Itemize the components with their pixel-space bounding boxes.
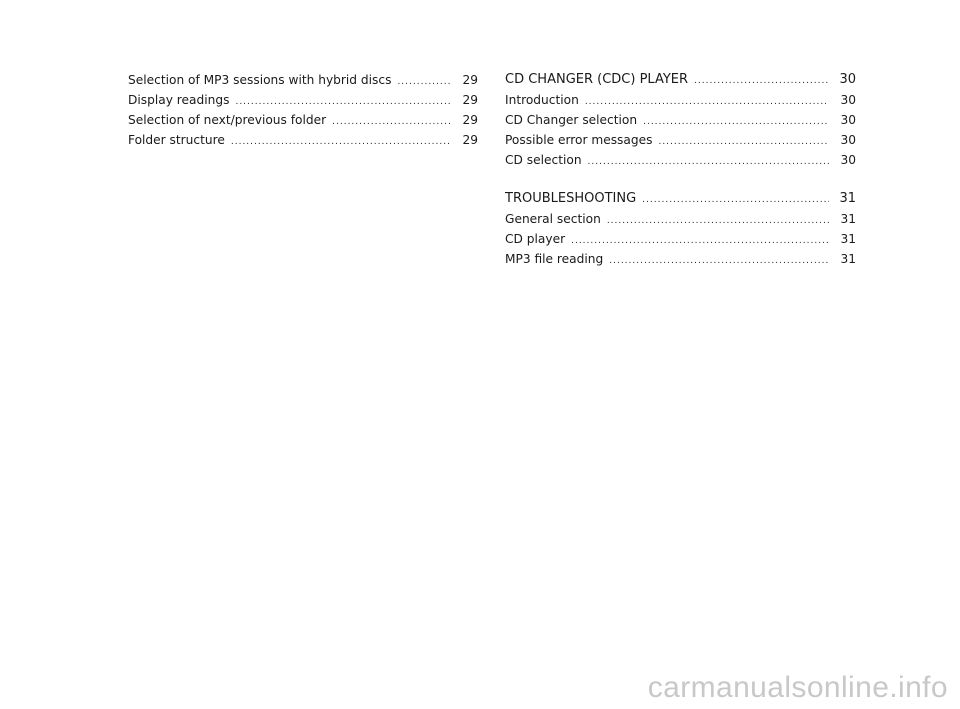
toc-entry-next-previous-folder[interactable] — [128, 110, 478, 130]
toc-entry-title: Selection of next/previous folder — [128, 113, 327, 127]
toc-entry-possible-error-messages[interactable] — [505, 130, 856, 150]
toc-section-troubleshooting[interactable] — [505, 189, 856, 209]
toc-left-column — [128, 70, 478, 150]
dot-leader — [643, 112, 829, 132]
toc-entry-mp3-file-reading[interactable] — [505, 249, 856, 269]
dot-leader — [609, 251, 829, 271]
toc-section-title: CD CHANGER (CDC) PLAYER — [505, 72, 689, 87]
toc-entry-introduction[interactable] — [505, 90, 856, 110]
toc-entry-page-number: 29 — [462, 113, 478, 127]
toc-entry-page-number: 31 — [840, 252, 856, 266]
toc-entry-title: Display readings — [128, 93, 230, 107]
toc-entry-title: MP3 file reading — [505, 252, 604, 266]
toc-entry-page-number: 30 — [840, 93, 856, 107]
toc-entry-cd-selection[interactable] — [505, 150, 856, 170]
toc-entry-page-number: 29 — [462, 133, 478, 147]
toc-entry-title: Folder structure — [128, 133, 225, 147]
toc-entry-folder-structure[interactable] — [128, 130, 478, 150]
toc-entry-page-number: 30 — [839, 72, 856, 87]
toc-entry-cd-changer-selection[interactable] — [505, 110, 856, 130]
dot-leader — [694, 71, 829, 91]
dot-leader — [231, 132, 451, 152]
dot-leader — [571, 231, 829, 251]
dot-leader — [658, 132, 829, 152]
toc-entry-mp3-sessions-hybrid[interactable] — [128, 70, 478, 90]
toc-right-column — [505, 70, 856, 269]
dot-leader — [585, 92, 829, 112]
toc-entry-page-number: 31 — [840, 212, 856, 226]
dot-leader — [332, 112, 451, 132]
toc-entry-title: Possible error messages — [505, 133, 653, 147]
toc-entry-title: CD player — [505, 232, 566, 246]
dot-leader — [588, 152, 829, 172]
dot-leader — [397, 72, 451, 92]
toc-entry-title: CD selection — [505, 153, 582, 167]
toc-entry-page-number: 30 — [840, 133, 856, 147]
toc-entry-general-section[interactable] — [505, 209, 856, 229]
toc-entry-display-readings[interactable] — [128, 90, 478, 110]
toc-section-title: TROUBLESHOOTING — [505, 191, 637, 206]
toc-entry-page-number: 29 — [462, 93, 478, 107]
toc-entry-page-number: 30 — [840, 153, 856, 167]
toc-entry-title: General section — [505, 212, 601, 226]
dot-leader — [235, 92, 451, 112]
toc-entry-title: Introduction — [505, 93, 579, 107]
toc-entry-page-number: 29 — [462, 73, 478, 87]
toc-entry-page-number: 31 — [839, 191, 856, 206]
dot-leader — [607, 211, 829, 231]
watermark: carmanualsonline.info — [647, 671, 948, 704]
toc-entry-page-number: 30 — [840, 113, 856, 127]
toc-section-cd-changer-player[interactable] — [505, 70, 856, 90]
toc-entry-title: Selection of MP3 sessions with hybrid discs — [128, 73, 392, 87]
dot-leader — [642, 190, 829, 210]
toc-entry-cd-player[interactable] — [505, 229, 856, 249]
toc-entry-title: CD Changer selection — [505, 113, 638, 127]
toc-entry-page-number: 31 — [840, 232, 856, 246]
